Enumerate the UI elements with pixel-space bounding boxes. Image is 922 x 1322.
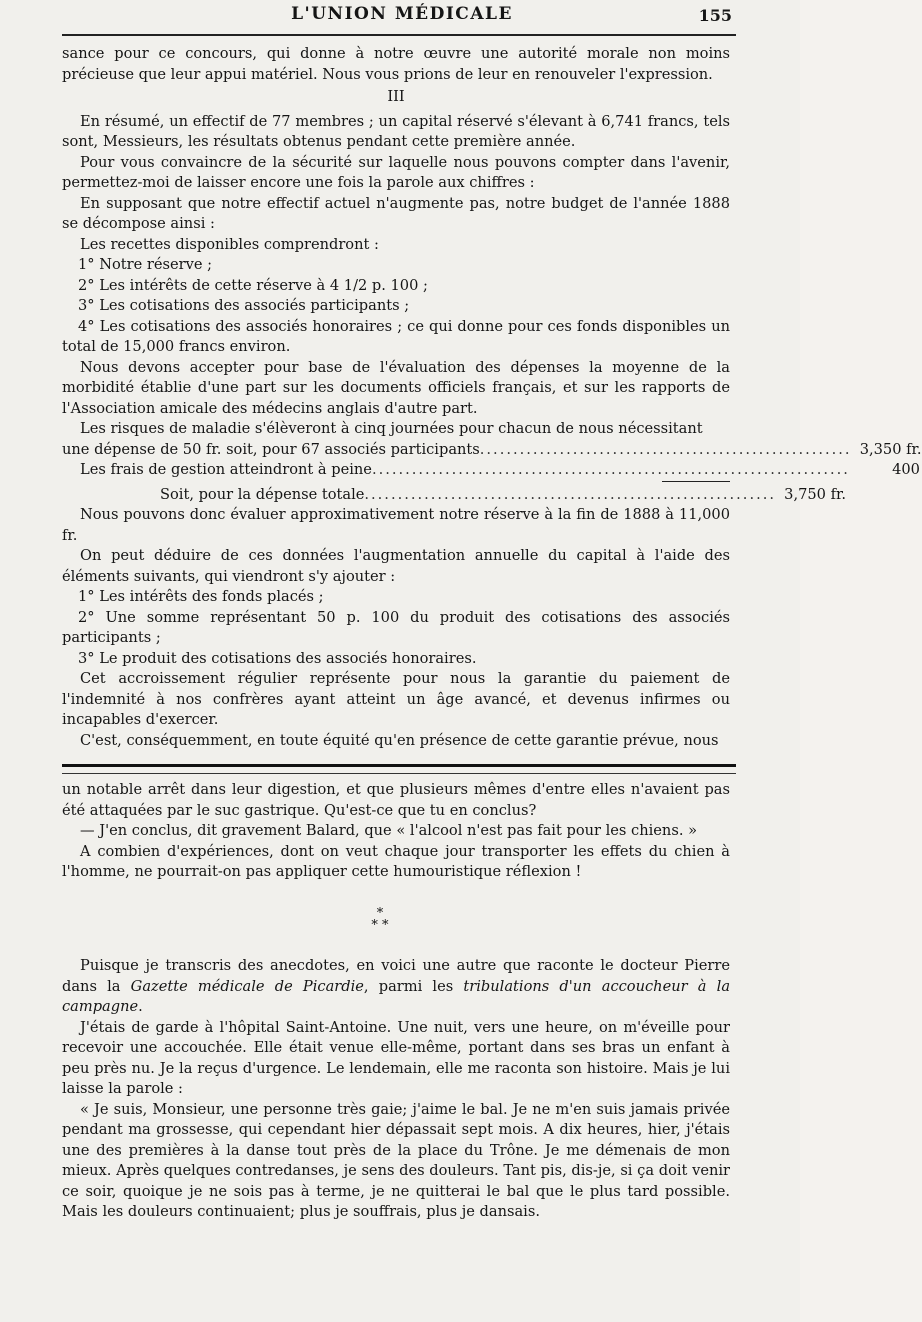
list-item: 2° Une somme représentant 50 p. 100 du produit des cotisations des associés participants ;	[62, 608, 730, 646]
bottom-feuilleton-cont	[62, 956, 730, 1223]
list-item: 2° Les intérêts de cette réserve à 4 1/2 p. 100 ;	[78, 276, 428, 294]
journal-title: Gazette médicale de Picardie	[130, 977, 364, 995]
paragraph	[62, 956, 730, 1018]
paragraph: un notable arrêt dans leur digestion, et que plusieurs mêmes d'entre elles n'avaient pas été attaquées par le suc gastrique. Qu'est-ce que tu en conclus?	[62, 781, 730, 819]
list-item: 3° Les cotisations des associés participants ;	[78, 297, 410, 314]
budget-row-fees	[62, 460, 920, 481]
page-number: 155	[698, 6, 732, 25]
paragraph: Cet accroissement régulier représente pour nous la garantie du paiement de l'indemnité à nos confrères ayant atteint un âge avancé, et devenus infirmes ou incapables d'exercer.	[62, 670, 730, 728]
paragraph: Nous devons accepter pour base de l'évaluation des dépenses la moyenne de la morbidité établie d'une part sur les documents officiels français, et sur les rapports de l'Association amicale des médecins anglais d'autre part.	[62, 358, 730, 417]
paragraph: Pour vous convaincre de la sécurité sur laquelle nous pouvons compter dans l'avenir, permettez-moi de laisser encore une fois la parole aux chiffres :	[62, 153, 730, 191]
list-item: 4° Les cotisations des associés honoraires ; ce qui donne pour ces fonds disponibles un total de 15,000 francs environ.	[62, 317, 730, 355]
leader-dots: ........................................................	[479, 440, 852, 458]
paragraph: Les recettes disponibles comprendront :	[80, 235, 379, 253]
budget-label: Les frais de gestion atteindront à peine	[80, 461, 372, 478]
paragraph: En supposant que notre effectif actuel n'augmente pas, notre budget de l'année 1888 se décompose ainsi :	[62, 194, 730, 232]
asterism-top: *	[376, 906, 384, 921]
list-item: 3° Le produit des cotisations des associés honoraires.	[78, 649, 477, 667]
asterism-bottom: * *	[371, 918, 389, 933]
budget-label: une dépense de 50 fr. soit, pour 67 associés participants	[62, 440, 480, 458]
budget-row-total	[62, 485, 847, 506]
work-title: tribulations d'un accoucheur à la campagne	[62, 977, 731, 1015]
paragraph: « Je suis, Monsieur, une personne très gaie; j'aime le bal. Je ne m'en suis jamais privée pendant ma grossesse, qui cependant hier dépassait sept mois. A dix heures, hier, j'étais une des premières à la danse tout près de la place du Trône. Je me démenais de mon mieux. Après quelques contredanses, je sens des douleurs. Tant pis, dis-je, si ça doit venir ce soir, quoique je ne sois pas à terme, je ne quitterai le bal que le plus tard possible. Mais les douleurs continuaient; plus je souffrais, plus je dansais.	[62, 1100, 730, 1220]
asterism	[360, 908, 400, 932]
page-header	[62, 4, 742, 30]
header-rule	[62, 34, 736, 36]
paragraph: C'est, conséquemment, en toute équité qu'en présence de cette garantie prévue, nous	[80, 731, 719, 749]
text-run: .	[138, 998, 143, 1015]
bottom-feuilleton	[62, 780, 730, 883]
paragraph: Nous pouvons donc évaluer approximativement notre réserve à la fin de 1888 à 11,000 fr.	[62, 506, 730, 544]
budget-amount: 400	[892, 461, 920, 478]
section-separator	[62, 764, 736, 774]
top-article	[62, 44, 922, 751]
text-run: Puisque je transcris des anecdotes, en voici une autre que raconte le docteur Pierre dans la	[62, 957, 730, 995]
text-run: , parmi les	[363, 977, 464, 995]
leader-dots: ........................................................................	[371, 461, 850, 478]
running-title: L'UNION MÉDICALE	[291, 4, 513, 24]
budget-row-risks	[62, 440, 922, 461]
paragraph: En résumé, un effectif de 77 membres ; un capital réservé s'élevant à 6,741 francs, tels sont, Messieurs, les résultats obtenus pendant cette première année.	[62, 112, 730, 150]
paragraph: Les risques de maladie s'élèveront à cinq journées pour chacun de nous nécessitant	[80, 420, 703, 437]
budget-amount: 3,350 fr.	[859, 440, 922, 458]
paragraph: A combien d'expériences, dont on veut chaque jour transporter les effets du chien à l'homme, ne pourrait-on pas appliquer cette humouristique réflexion !	[62, 842, 730, 880]
section-numeral: III	[387, 88, 405, 105]
paragraph: sance pour ce concours, qui donne à notre œuvre une autorité morale non moins précieuse que leur appui matériel. Nous vous prions de leur en renouveler l'expression.	[62, 45, 730, 83]
leader-dots: ..............................................................	[364, 485, 777, 503]
budget-amount: 3,750 fr.	[784, 485, 847, 503]
budget-label: Soit, pour la dépense totale	[160, 485, 365, 503]
paragraph: — J'en conclus, dit gravement Balard, que « l'alcool n'est pas fait pour les chiens. »	[80, 822, 698, 839]
paragraph: On peut déduire de ces données l'augmentation annuelle du capital à l'aide des éléments suivants, qui viendront s'y ajouter :	[62, 547, 730, 585]
list-item: 1° Les intérêts des fonds placés ;	[78, 588, 324, 605]
paragraph: J'étais de garde à l'hôpital Saint-Antoine. Une nuit, vers une heure, on m'éveille pour recevoir une accouchée. Elle était venue elle-même, portant dans ses bras un enfant à peu près nu. Je la reçus d'urgence. Le lendemain, elle me raconta son histoire. Mais je lui laisse la parole :	[62, 1018, 730, 1097]
list-item: 1° Notre réserve ;	[78, 256, 213, 273]
